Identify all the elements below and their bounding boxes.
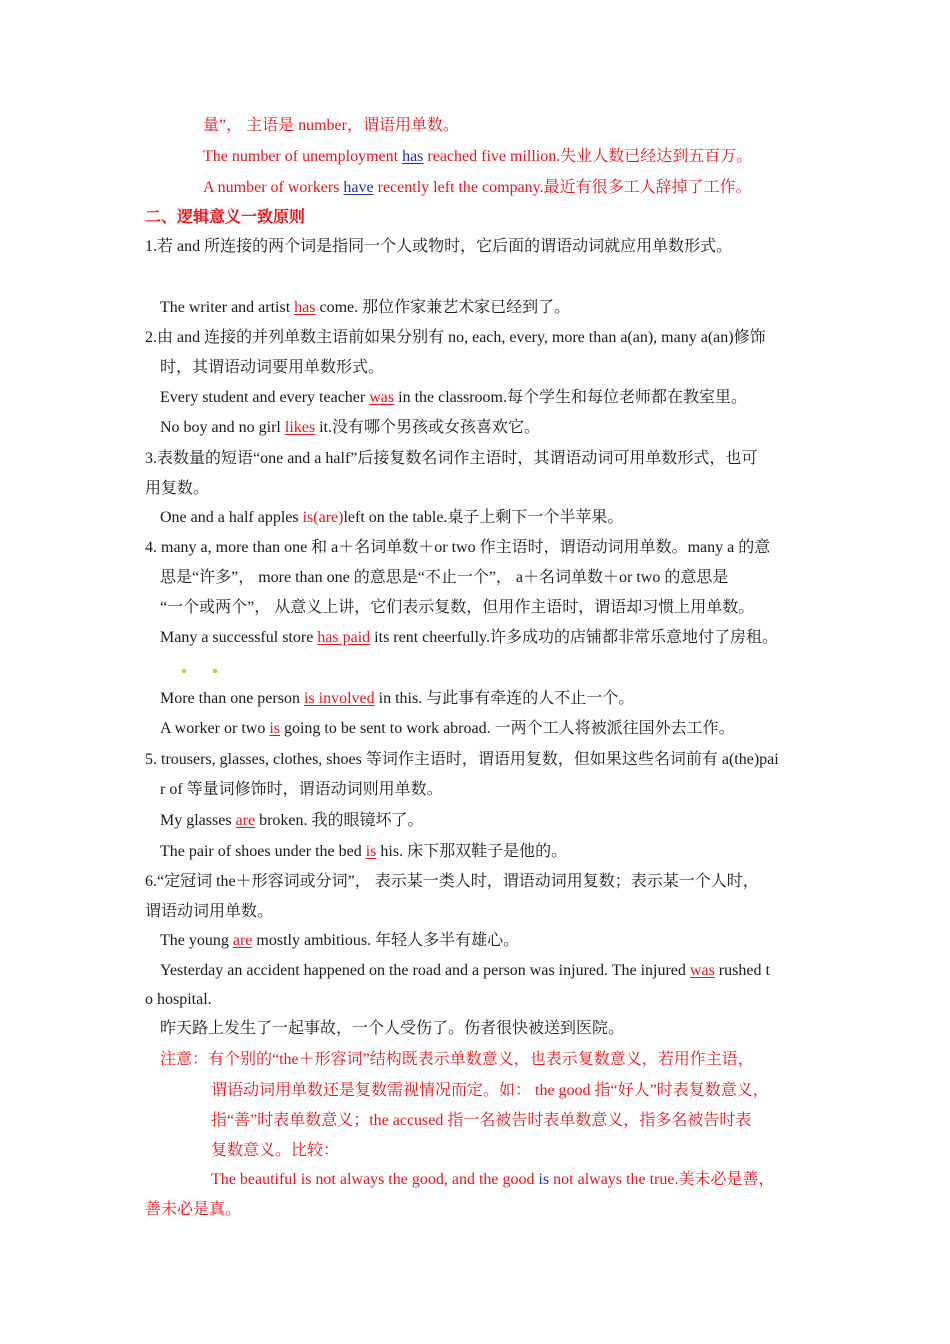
example-line: A worker or two is going to be sent to work abroad. 一两个工人将被派往国外去工作。 — [160, 720, 735, 737]
verb-highlight: is — [269, 720, 280, 737]
verb-highlight: has — [294, 299, 316, 316]
rule-4-text: 思是“许多”， more than one 的意思是“不止一个”， a＋名词单数＋or two 的意思是 — [160, 569, 729, 586]
verb-highlight: has paid — [317, 629, 371, 646]
verb-highlight: are — [232, 932, 253, 949]
note-text: 谓语动词用单数还是复数需视情况而定。如： the good 指“好人”时表复数意义， — [211, 1082, 769, 1099]
verb-highlight: has — [402, 148, 424, 165]
example-line: Yesterday an accident happened on the road and a person was injured. The injured was rushed t — [160, 962, 770, 979]
example-line: My glasses are broken. 我的眼镜坏了。 — [160, 812, 424, 829]
example-translation: 昨天路上发生了一起事故，一个人受伤了。伤者很快被送到医院。 — [160, 1020, 625, 1037]
verb-highlight: was — [369, 389, 395, 406]
verb-highlight: have — [343, 179, 374, 196]
example-line: Every student and every teacher was in the classroom.每个学生和每位老师都在教室里。 — [160, 389, 747, 406]
example-line: No boy and no girl likes it.没有哪个男孩或女孩喜欢它。 — [160, 419, 540, 436]
example-line: The pair of shoes under the bed is his. 床下那双鞋子是他的。 — [160, 843, 568, 860]
example-line: Many a successful store has paid its rent cheerfully.许多成功的店铺都非常乐意地付了房租。 — [160, 629, 778, 646]
verb-highlight: is(are) — [302, 509, 344, 526]
example-line: More than one person is involved in this. 与此事有牵连的人不止一个。 — [160, 690, 635, 707]
verb-highlight: was — [689, 962, 715, 979]
rule-4-text: 4. many a, more than one 和 a＋名词单数＋or two 作主语时，谓语动词用单数。many a 的意 — [145, 539, 771, 556]
verb-highlight: is — [365, 843, 377, 860]
example-line: 善未必是真。 — [145, 1201, 242, 1218]
example-line: A number of workers have recently left the company.最近有很多工人辞掉了工作。 — [203, 179, 752, 196]
verb-highlight: is involved — [303, 690, 375, 707]
verb-highlight: are — [235, 812, 256, 829]
note-text: 复数意义。比较： — [211, 1142, 340, 1159]
note-text: 注意：有个别的“the＋形容词”结构既表示单数意义，也表示复数意义，若用作主语， — [160, 1051, 754, 1068]
rule-5-text: r of 等量词修饰时，谓语动词则用单数。 — [160, 781, 443, 798]
verb-highlight: is — [538, 1171, 550, 1188]
rule-2-text: 时，其谓语动词要用单数形式。 — [160, 359, 385, 376]
rule-6-text: 6.“定冠词 the＋形容词或分词”， 表示某一类人时，谓语动词用复数；表示某一个人时， — [145, 873, 759, 890]
example-line: The writer and artist has come. 那位作家兼艺术家已经到了。 — [160, 299, 571, 316]
marker-dot — [213, 669, 217, 673]
rule-1-text: 1.若 and 所连接的两个词是指同一个人或物时，它后面的谓语动词就应用单数形式。 — [145, 238, 733, 255]
rule-3-text: 3.表数量的短语“one and a half”后接复数名词作主语时，其谓语动词可用单数形式，也可 — [145, 450, 758, 467]
example-line: The beautiful is not always the good, and the good is not always the true.美未必是善， — [211, 1171, 775, 1188]
example-line: One and a half apples is(are)left on the table.桌子上剩下一个半苹果。 — [160, 509, 624, 526]
rule-2-text: 2.由 and 连接的并列单数主语前如果分别有 no, each, every, more than a(an), many a(an)修饰 — [145, 329, 766, 346]
marker-dot — [182, 669, 186, 673]
example-line: o hospital. — [145, 991, 212, 1008]
rule-6-text: 谓语动词用单数。 — [145, 903, 274, 920]
example-line: The number of unemployment has reached five million.失业人数已经达到五百万。 — [203, 148, 753, 165]
note-text: 指“善”时表单数意义；the accused 指一名被告时表单数意义，指多名被告时表 — [211, 1112, 752, 1129]
rule-3-text: 用复数。 — [145, 480, 210, 497]
example-line: The young are mostly ambitious. 年轻人多半有雄心。 — [160, 932, 520, 949]
rule-4-text: “一个或两个”， 从意义上讲，它们表示复数，但用作主语时，谓语却习惯上用单数。 — [160, 599, 755, 616]
rule-5-text: 5. trousers, glasses, clothes, shoes 等词作主语时，谓语用复数，但如果这些名词前有 a(the)pai — [145, 751, 779, 768]
verb-highlight: likes — [284, 419, 316, 436]
intro-line: 量”， 主语是 number，谓语用单数。 — [203, 117, 459, 134]
section-title: 二、逻辑意义一致原则 — [145, 209, 306, 226]
